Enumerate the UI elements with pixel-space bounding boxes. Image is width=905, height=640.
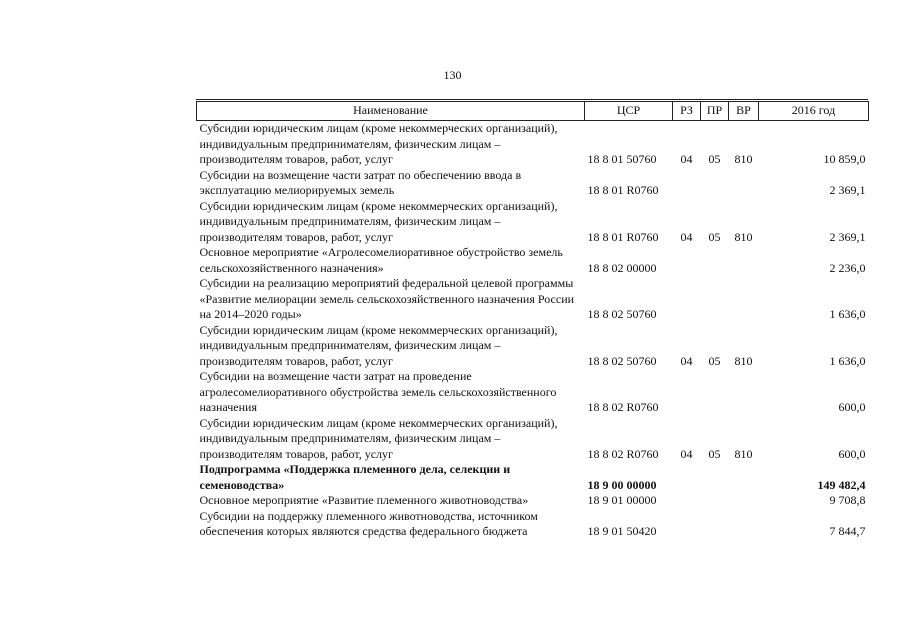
row-rz: 04 (680, 152, 693, 166)
row-vr: 810 (734, 446, 753, 461)
row-vr (729, 369, 759, 416)
row-rz (673, 493, 701, 509)
row-csr-code: 18 8 01 50760 (587, 152, 657, 166)
table-row (197, 493, 869, 509)
row-amount: 2 369,1 (829, 229, 866, 244)
table-top-rule (196, 99, 868, 100)
row-name: Основное мероприятие «Развитие племенного животноводства» (199, 493, 529, 507)
row-amount: 1 636,0 (829, 307, 866, 321)
row-rz (673, 276, 701, 323)
row-amount: 600,0 (838, 400, 866, 414)
row-csr-code: 18 8 02 50760 (587, 353, 657, 368)
row-name: Субсидии юридическим лицам (кроме некоммерческих организаций), индивидуальным предпринимателям, физическим лицам – производителям товаров, работ, услуг (199, 322, 558, 368)
table-row (197, 369, 869, 416)
row-vr (729, 462, 759, 493)
row-name: Субсидии на поддержку племенного животноводства, источником обеспечения которых являются средства федерального бюджета (199, 508, 538, 538)
header-csr: ЦСР (585, 102, 673, 121)
row-csr-code: 18 8 01 R0760 (587, 183, 659, 197)
header-pr: ПР (701, 102, 729, 121)
budget-table (196, 101, 869, 540)
row-vr: 810 (734, 152, 753, 166)
table-header (197, 102, 869, 121)
page-number: 130 (443, 68, 462, 82)
row-vr (729, 493, 759, 509)
row-pr (701, 245, 729, 276)
row-csr-code: 18 8 02 R0760 (587, 400, 659, 414)
row-pr: 05 (708, 353, 721, 368)
header-name: Наименование (197, 102, 585, 121)
row-csr-code: 18 8 02 50760 (587, 307, 657, 321)
header-vr: ВР (729, 102, 759, 121)
row-csr-code: 18 9 01 00000 (587, 493, 657, 507)
row-vr (729, 276, 759, 323)
row-name: Субсидии на реализацию мероприятий федеральной целевой программы «Развитие мелиорации земель сельскохозяйственного назначения России на 2014–2020 годы» (199, 276, 575, 321)
row-amount: 10 859,0 (823, 152, 866, 166)
row-rz (673, 462, 701, 493)
row-vr: 810 (734, 229, 753, 244)
row-amount: 7 844,7 (829, 524, 866, 538)
row-rz (673, 509, 701, 540)
row-amount: 2 236,0 (829, 260, 866, 275)
table-row (197, 168, 869, 199)
row-pr: 05 (708, 446, 721, 461)
table-row (197, 199, 869, 246)
row-name: Подпрограмма «Поддержка племенного дела, селекции и семеноводства» (199, 462, 511, 492)
row-vr (729, 245, 759, 276)
header-year: 2016 год (759, 102, 869, 121)
row-rz: 04 (680, 353, 693, 368)
row-pr: 05 (708, 152, 721, 166)
table-row (197, 416, 869, 463)
row-vr (729, 509, 759, 540)
row-amount: 600,0 (838, 446, 866, 461)
row-csr-code: 18 9 00 00000 (587, 477, 657, 492)
row-amount: 9 708,8 (829, 493, 866, 507)
table-row (197, 323, 869, 370)
row-name: Субсидии на возмещение части затрат по обеспечению ввода в эксплуатацию мелиорируемых земель (199, 167, 522, 197)
table-body (197, 121, 869, 540)
table-row (197, 462, 869, 493)
row-name: Субсидии юридическим лицам (кроме некоммерческих организаций), индивидуальным предпринимателям, физическим лицам – производителям товаров, работ, услуг (199, 121, 558, 166)
table-row (197, 276, 869, 323)
row-pr (701, 276, 729, 323)
row-name: Субсидии юридическим лицам (кроме некоммерческих организаций), индивидуальным предпринимателям, физическим лицам – производителям товаров, работ, услуг (199, 415, 558, 461)
row-pr: 05 (708, 229, 721, 244)
row-name: Субсидии юридическим лицам (кроме некоммерческих организаций), индивидуальным предпринимателям, физическим лицам – производителям товаров, работ, услуг (199, 198, 558, 244)
row-csr-code: 18 9 01 50420 (587, 524, 657, 538)
row-rz (673, 245, 701, 276)
row-name: Основное мероприятие «Агролесомелиоративное обустройство земель сельскохозяйственного назначения» (199, 245, 563, 275)
row-rz (673, 168, 701, 199)
row-csr-code: 18 8 02 00000 (587, 260, 657, 275)
row-pr (701, 493, 729, 509)
row-csr-code: 18 8 02 R0760 (587, 446, 659, 461)
row-pr (701, 369, 729, 416)
row-vr (729, 168, 759, 199)
row-pr (701, 168, 729, 199)
row-name: Субсидии на возмещение части затрат на проведение агролесомелиоративного обустройства земель сельскохозяйственного назначения (199, 369, 557, 414)
row-rz (673, 369, 701, 416)
row-amount: 1 636,0 (829, 353, 866, 368)
row-rz: 04 (680, 446, 693, 461)
row-pr (701, 509, 729, 540)
table-row (197, 121, 869, 168)
row-vr: 810 (734, 353, 753, 368)
table-row (197, 509, 869, 540)
row-amount: 2 369,1 (829, 183, 866, 197)
header-rz: РЗ (673, 102, 701, 121)
table-row (197, 245, 869, 276)
row-csr-code: 18 8 01 R0760 (587, 229, 659, 244)
row-amount: 149 482,4 (817, 477, 866, 492)
row-pr (701, 462, 729, 493)
row-rz: 04 (680, 229, 693, 244)
